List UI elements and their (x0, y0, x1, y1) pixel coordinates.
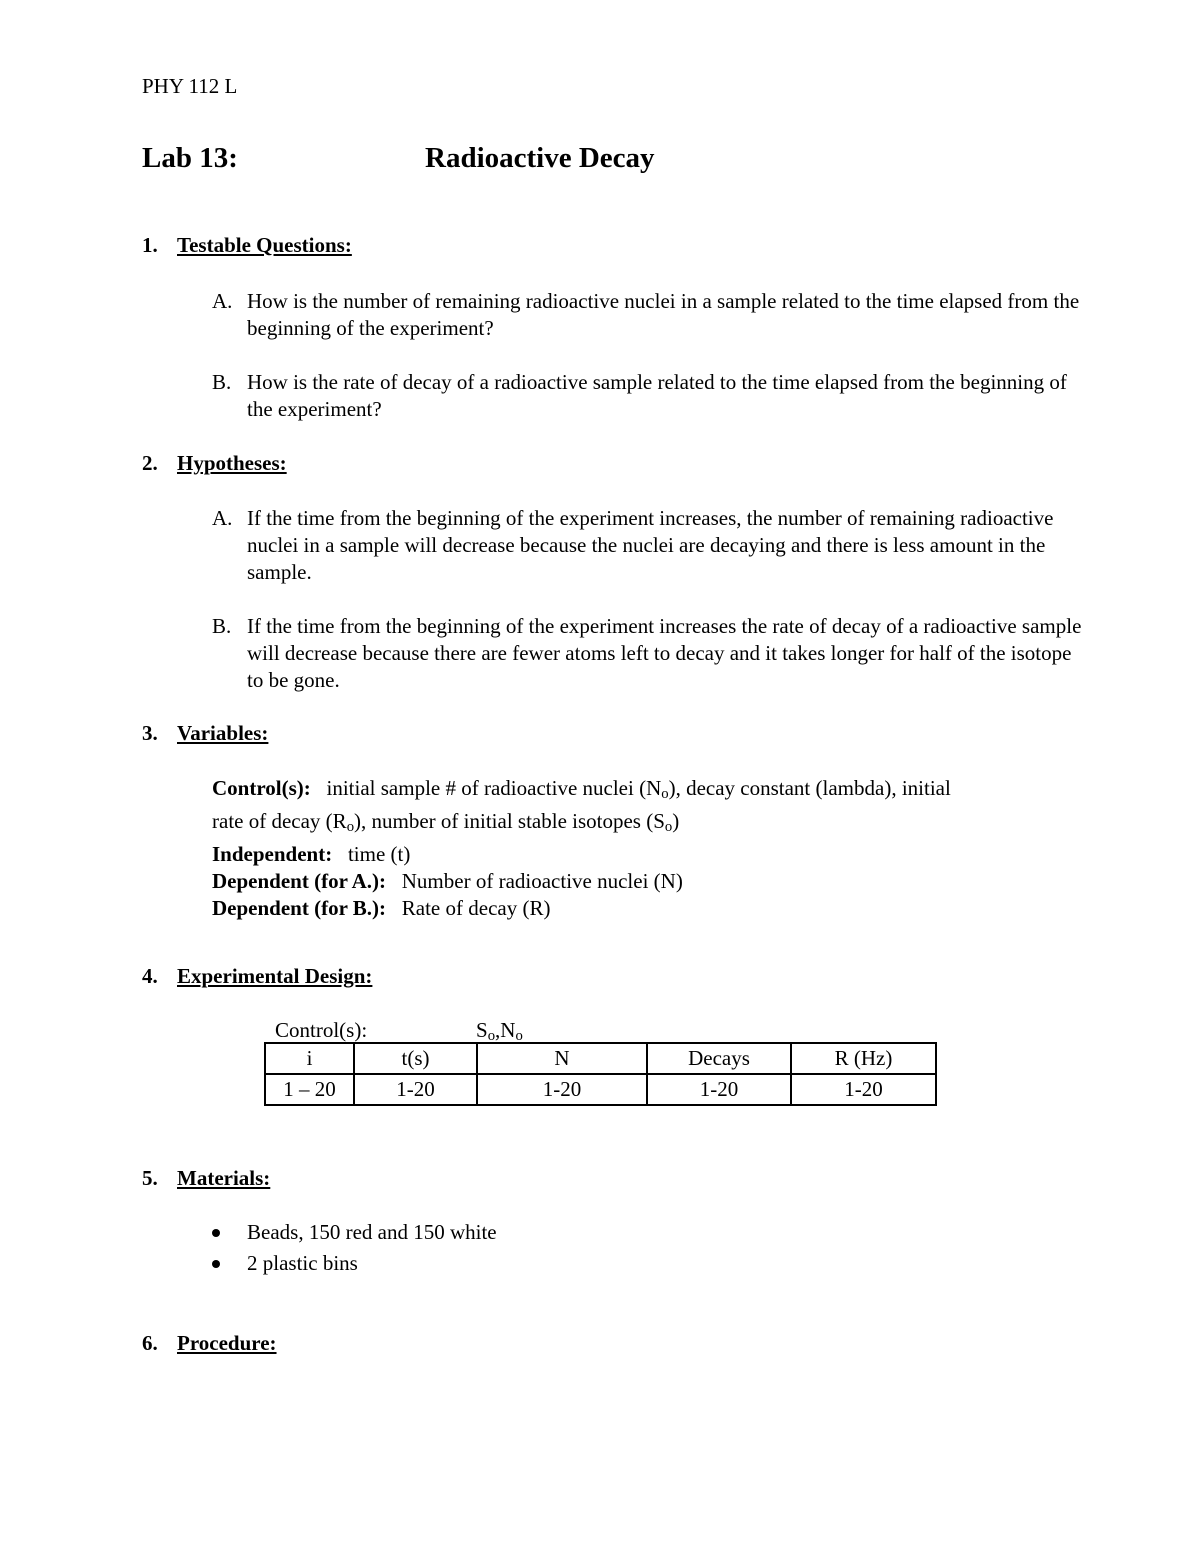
dependent-b-label: Dependent (for B.): (212, 895, 387, 920)
header-cell: N (477, 1043, 647, 1074)
section-number: 2. (142, 451, 158, 475)
course-code: PHY 112 L (142, 74, 238, 98)
control-text: ) (672, 808, 680, 833)
hypothesis-b (212, 613, 1092, 694)
subscript: o (664, 818, 673, 835)
item-marker: B. (212, 614, 232, 638)
section-title: Testable Questions: (177, 233, 352, 257)
section-number: 6. (142, 1331, 158, 1355)
design-control-label: Control(s): (275, 1018, 368, 1042)
question-b (212, 369, 1092, 423)
dependent-a-text: Number of radioactive nuclei (N) (401, 868, 683, 893)
subscript: o (346, 818, 355, 835)
header-cell: R (Hz) (791, 1043, 936, 1074)
bullet-icon (212, 1229, 220, 1237)
independent-text: time (t) (347, 841, 411, 866)
control-line-1 (212, 775, 1092, 808)
design-control-value (476, 1018, 523, 1045)
materials-list (212, 1217, 497, 1279)
header-cell: i (265, 1043, 354, 1074)
section-heading-hypotheses (142, 451, 287, 476)
table-header-row (265, 1043, 936, 1074)
independent-label: Independent: (212, 841, 333, 866)
list-item (212, 1248, 497, 1279)
control-text: ), decay constant (lambda), initial (668, 776, 951, 800)
subscript: o (487, 1027, 496, 1044)
section-number: 4. (142, 964, 158, 988)
section-number: 1. (142, 233, 158, 257)
dependent-a-label: Dependent (for A.): (212, 868, 387, 893)
table-cell: 1-20 (354, 1074, 477, 1105)
section-heading-variables (142, 721, 268, 746)
section-heading-procedure (142, 1331, 277, 1356)
section-title: Hypotheses: (177, 451, 287, 475)
lab-number: Lab 13: (142, 142, 238, 174)
control-text: ), number of initial stable isotopes (S (354, 808, 665, 833)
variables-block (212, 775, 1092, 922)
design-table (264, 1042, 937, 1106)
section-heading-materials (142, 1166, 270, 1191)
bullet-icon (212, 1260, 220, 1268)
header-cell: Decays (647, 1043, 791, 1074)
item-text: How is the rate of decay of a radioactive sample related to the time elapsed from the beginning of the experiment? (247, 370, 1067, 421)
hypothesis-a (212, 505, 1092, 586)
dependent-b-line (212, 895, 1092, 922)
lab-title: Radioactive Decay (425, 142, 655, 174)
table-cell: 1-20 (477, 1074, 647, 1105)
item-text: If the time from the beginning of the experiment increases, the number of remaining radioactive nuclei in a sample will decrease because the nuclei are decaying and there is less amount in the sample. (247, 506, 1054, 584)
header-cell: t(s) (354, 1043, 477, 1074)
control-text: initial sample # of radioactive nuclei (N (326, 776, 662, 800)
section-title: Procedure: (177, 1331, 277, 1355)
item-marker: B. (212, 370, 232, 394)
section-title: Experimental Design: (177, 964, 373, 988)
control-n: ,N (495, 1018, 516, 1042)
section-heading-testable-questions (142, 233, 352, 258)
control-text: rate of decay (R (212, 808, 347, 833)
section-heading-experimental-design (142, 964, 372, 989)
dependent-a-line (212, 868, 1092, 895)
material-text: 2 plastic bins (247, 1251, 358, 1275)
table-row (265, 1074, 936, 1105)
table-cell: 1-20 (647, 1074, 791, 1105)
table-cell: 1-20 (791, 1074, 936, 1105)
item-text: How is the number of remaining radioactive nuclei in a sample related to the time elapsed from the beginning of the experiment? (247, 289, 1080, 340)
independent-line (212, 841, 1092, 868)
section-number: 5. (142, 1166, 158, 1190)
subscript: o (515, 1027, 523, 1044)
question-a (212, 288, 1092, 342)
control-s: S (476, 1018, 488, 1042)
control-label: Control(s): (212, 776, 311, 800)
subscript: o (661, 785, 669, 802)
section-title: Variables: (177, 721, 269, 745)
dependent-b-text: Rate of decay (R) (401, 895, 551, 920)
material-text: Beads, 150 red and 150 white (247, 1220, 497, 1244)
control-line-2 (212, 808, 1092, 841)
item-text: If the time from the beginning of the experiment increases the rate of decay of a radioactive sample will decrease because there are fewer atoms left to decay and it takes longer for half of the isotope to be gone. (247, 614, 1082, 692)
section-title: Materials: (177, 1166, 271, 1190)
list-item (212, 1217, 497, 1248)
section-number: 3. (142, 721, 158, 745)
item-marker: A. (212, 289, 233, 313)
item-marker: A. (212, 506, 233, 530)
table-cell: 1 – 20 (265, 1074, 354, 1105)
